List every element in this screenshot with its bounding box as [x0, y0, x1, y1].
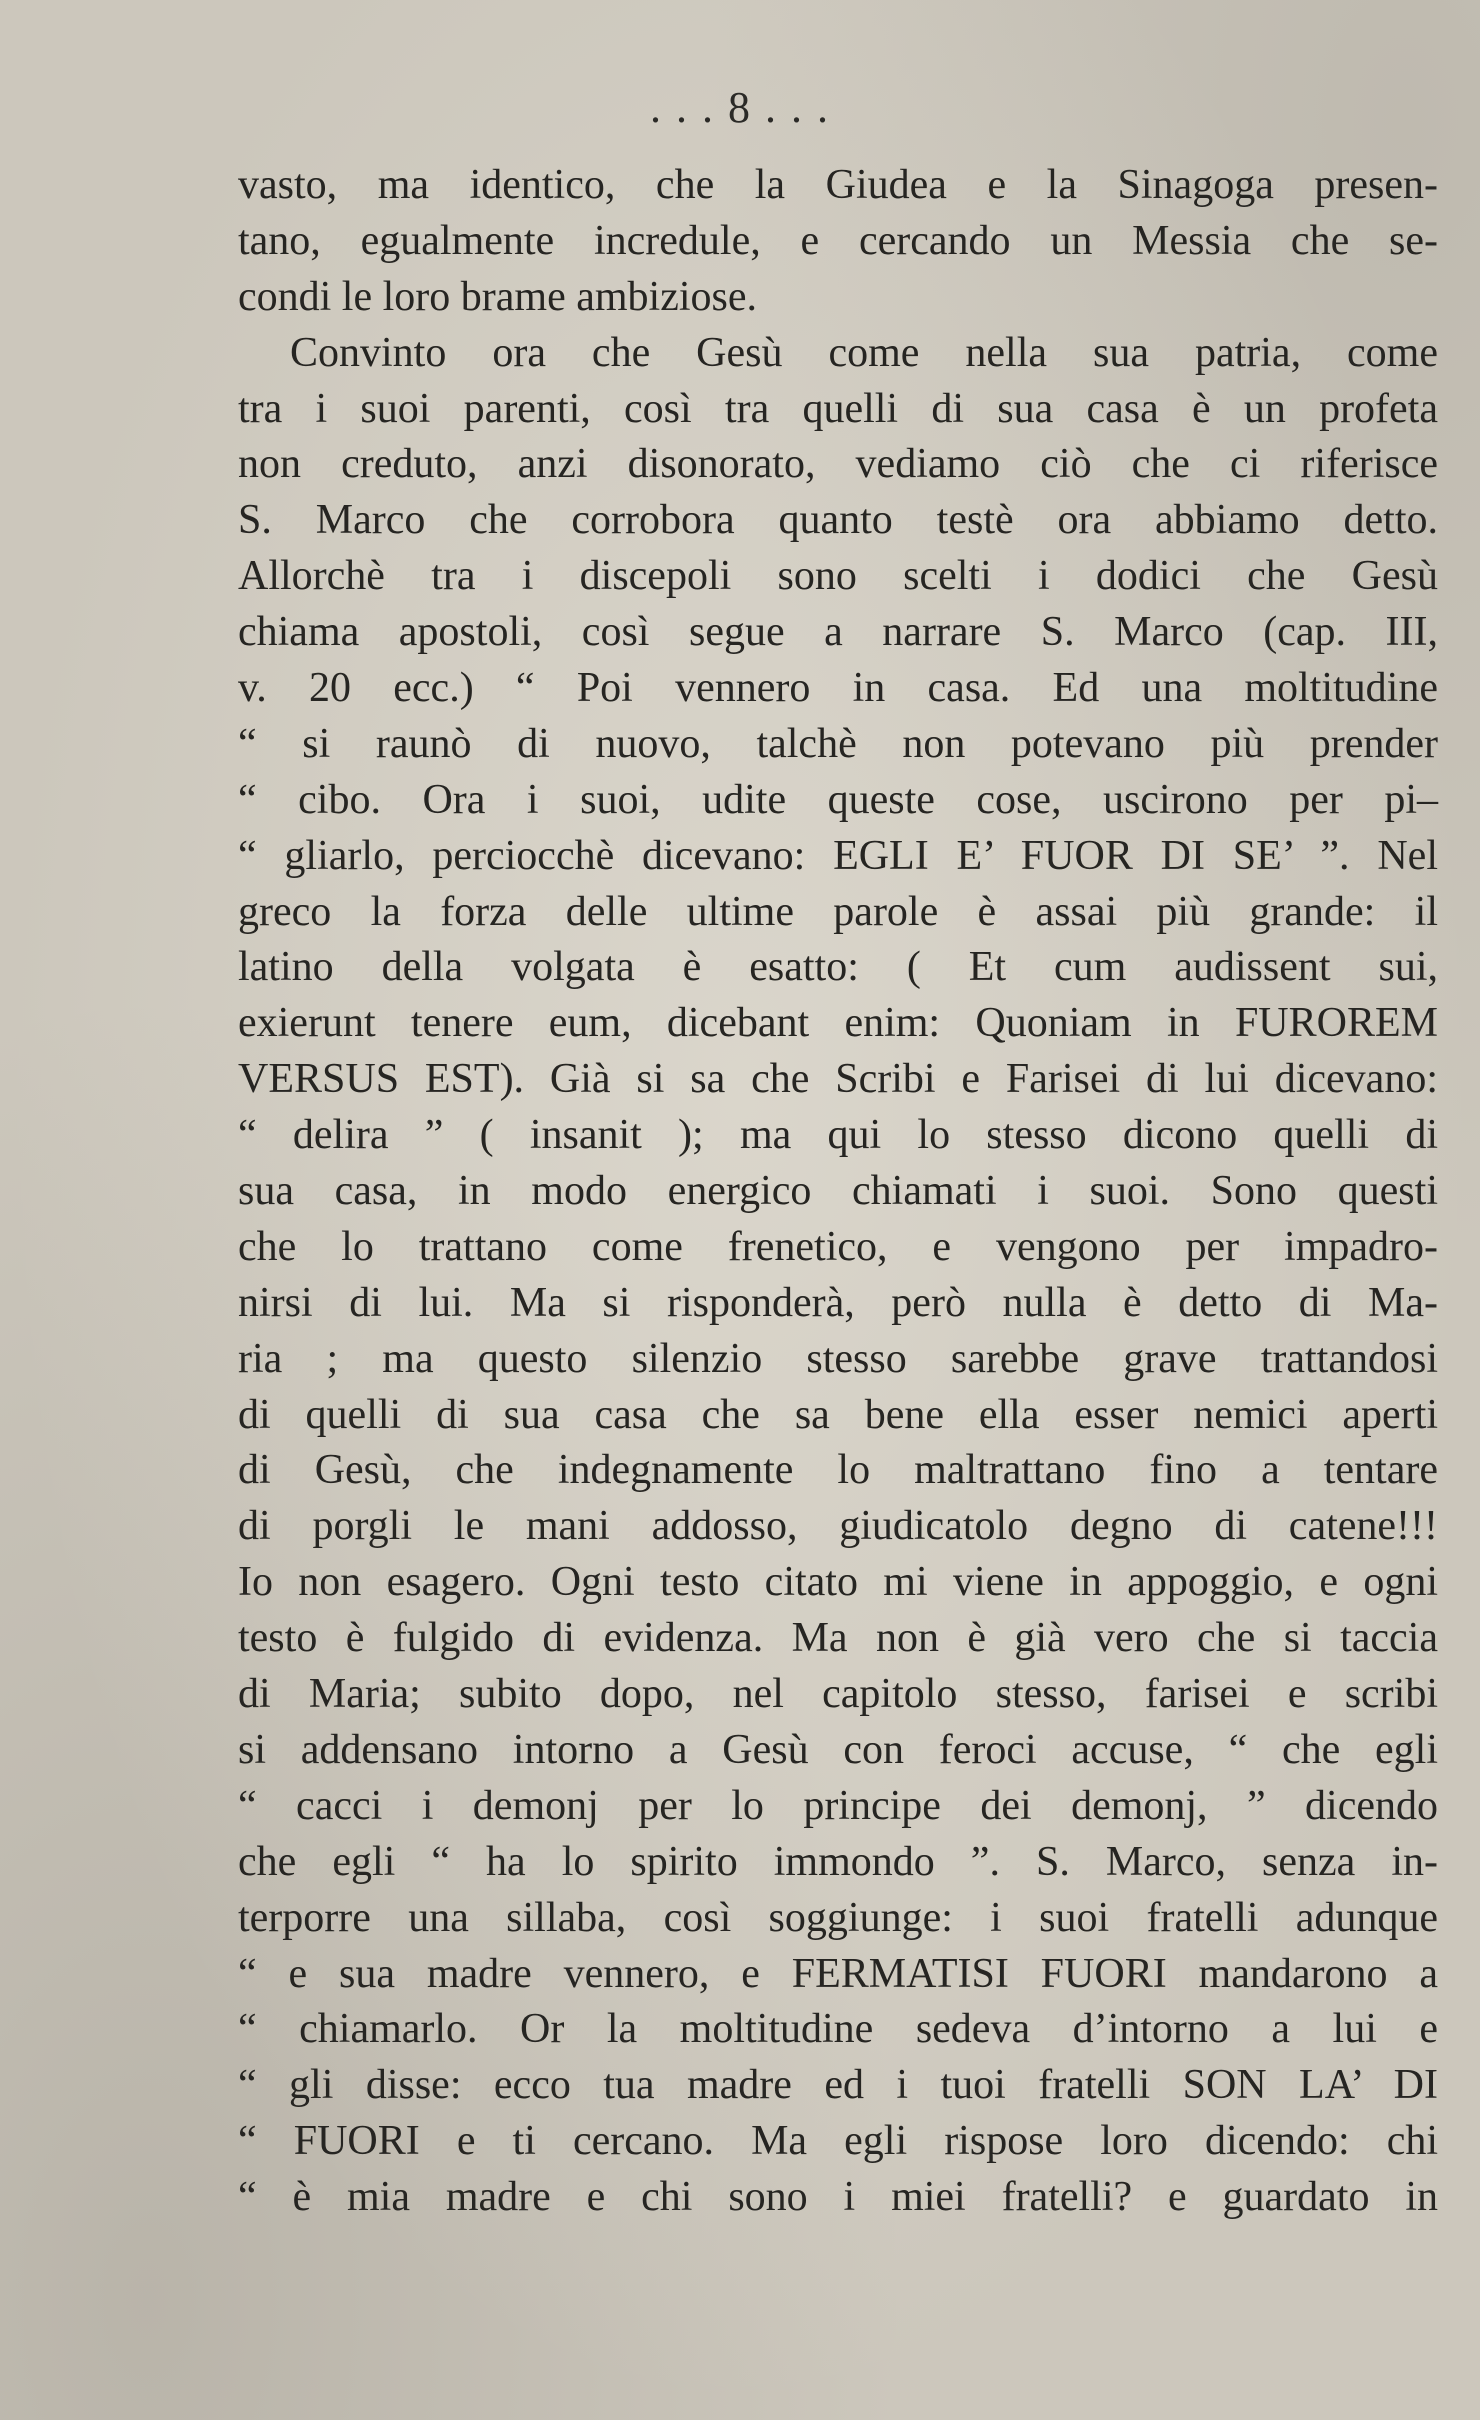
text-line: S. Marco che corrobora quanto testè ora abbiamo detto.: [238, 497, 1438, 544]
text-line: “ gli disse: ecco tua madre ed i tuoi fratelli SON LA’ DI: [238, 2062, 1438, 2109]
text-line: “ FUORI e ti cercano. Ma egli rispose loro dicendo: chi: [238, 2118, 1438, 2165]
text-line: che lo trattano come frenetico, e vengono per impadro-: [238, 1223, 1438, 1270]
text-line: Convinto ora che Gesù come nella sua patria, come: [290, 329, 1438, 376]
text-line: “ delira ” ( insanit ); ma qui lo stesso dicono quelli di: [238, 1112, 1438, 1159]
text-line: sua casa, in modo energico chiamati i suoi. Sono questi: [238, 1168, 1438, 1215]
text-line: greco la forza delle ultime parole è assai più grande: il: [238, 888, 1438, 935]
text-line: condi le loro brame ambiziose.: [238, 273, 757, 320]
text-line: di porgli le mani addosso, giudicatolo degno di catene!!!: [238, 1503, 1438, 1550]
text-line: ria ; ma questo silenzio stesso sarebbe grave trattandosi: [238, 1335, 1438, 1382]
text-line: latino della volgata è esatto: ( Et cum audissent sui,: [238, 944, 1438, 991]
text-line: vasto, ma identico, che la Giudea e la Sinagoga presen-: [238, 162, 1438, 208]
text-line: v. 20 ecc.) “ Poi vennero in casa. Ed una moltitudine: [238, 665, 1438, 712]
text-line: VERSUS EST). Già si sa che Scribi e Farisei di lui dicevano:: [238, 1056, 1438, 1103]
text-line: “ gliarlo, perciocchè dicevano: EGLI E’ FUOR DI SE’ ”. Nel: [238, 832, 1438, 879]
text-line: non creduto, anzi disonorato, vediamo ciò che ci riferisce: [238, 441, 1438, 488]
text-line: di quelli di sua casa che sa bene ella esser nemici aperti: [238, 1391, 1438, 1438]
text-line: “ si raunò di nuovo, talchè non potevano più prender: [238, 720, 1438, 767]
text-line: “ cacci i demonj per lo principe dei demonj, ” dicendo: [238, 1782, 1438, 1829]
text-line: di Maria; subito dopo, nel capitolo stesso, farisei e scribi: [238, 1671, 1438, 1718]
text-line: Io non esagero. Ogni testo citato mi viene in appoggio, e ogni: [238, 1559, 1438, 1606]
text-line: tra i suoi parenti, così tra quelli di sua casa è un profeta: [238, 385, 1438, 432]
page-number: . . . 8 . . .: [650, 83, 830, 132]
text-line: di Gesù, che indegnamente lo maltrattano fino a tentare: [238, 1447, 1438, 1494]
text-line: si addensano intorno a Gesù con feroci accuse, “ che egli: [238, 1726, 1438, 1773]
text-line: Allorchè tra i discepoli sono scelti i dodici che Gesù: [238, 553, 1438, 600]
text-line: tano, egualmente incredule, e cercando un Messia che se-: [238, 217, 1438, 264]
body-text: [238, 158, 1438, 2226]
text-line: “ cibo. Ora i suoi, udite queste cose, uscirono per pi–: [238, 776, 1438, 823]
text-line: “ e sua madre vennero, e FERMATISI FUORI mandarono a: [238, 1950, 1438, 1997]
text-line: chiama apostoli, così segue a narrare S. Marco (cap. III,: [238, 609, 1438, 656]
text-line: “ chiamarlo. Or la moltitudine sedeva d’intorno a lui e: [238, 2006, 1438, 2053]
text-line: exierunt tenere eum, dicebant enim: Quoniam in FUROREM: [238, 1000, 1438, 1047]
text-line: terporre una sillaba, così soggiunge: i suoi fratelli adunque: [238, 1894, 1438, 1941]
text-line: che egli “ ha lo spirito immondo ”. S. Marco, senza in-: [238, 1838, 1438, 1885]
text-line: testo è fulgido di evidenza. Ma non è già vero che si taccia: [238, 1615, 1438, 1662]
text-line: “ è mia madre e chi sono i miei fratelli? e guardato in: [238, 2174, 1438, 2221]
text-line: nirsi di lui. Ma si risponderà, però nulla è detto di Ma-: [238, 1279, 1438, 1326]
